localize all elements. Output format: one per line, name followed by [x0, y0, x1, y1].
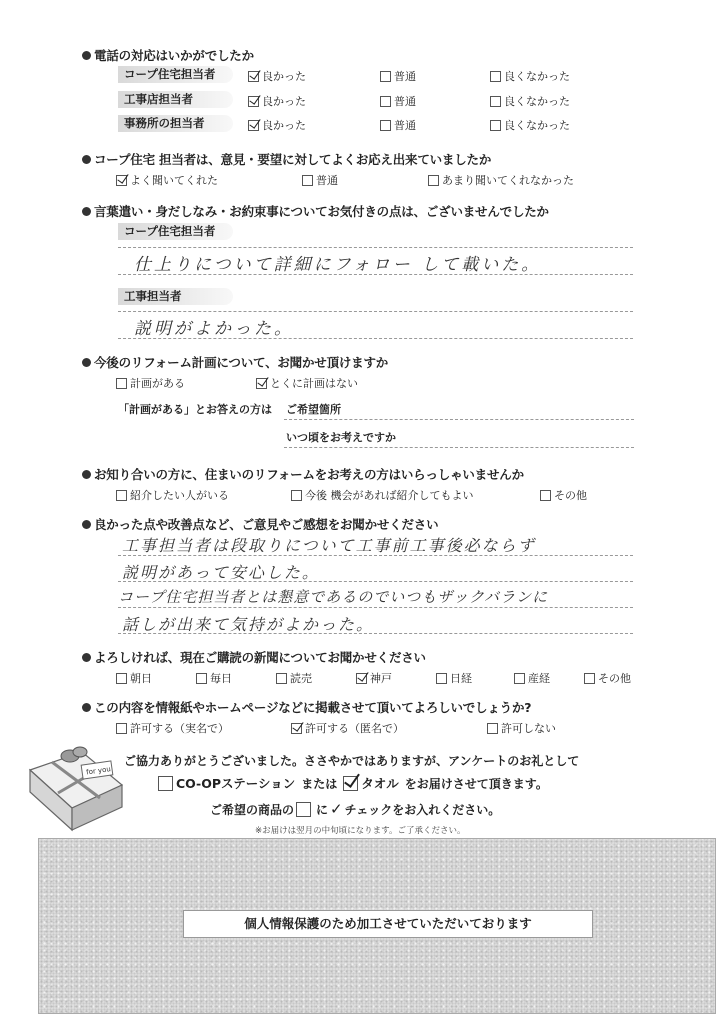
q1-row2-bad[interactable]: 良くなかった	[490, 93, 570, 109]
q1-row2-good[interactable]: 良かった	[248, 93, 306, 109]
timing-input-line[interactable]	[284, 447, 634, 448]
q5-option-3[interactable]: その他	[540, 487, 587, 503]
instruction-text-c: チェックをお入れください。	[344, 802, 501, 817]
location-input-line[interactable]	[284, 419, 634, 420]
checkbox[interactable]	[196, 673, 207, 684]
q7-title: よろしければ、現在ご購読の新聞についてお聞かせください	[82, 648, 426, 666]
privacy-notice: 個人情報保護のため加工させていただいております	[183, 910, 593, 938]
checkbox[interactable]	[380, 96, 391, 107]
q6-title: 良かった点や改善点など、ご意見やご感想をお聞かせください	[82, 515, 438, 533]
q7-option-kobe[interactable]: 神戸	[356, 670, 392, 686]
checkbox[interactable]	[248, 96, 259, 107]
q1-row2-label: 工事店担当者	[118, 91, 233, 108]
bullet-icon	[82, 653, 91, 662]
checkbox[interactable]	[584, 673, 595, 684]
q4-followup: 「計画がある」とお答えの方は	[118, 403, 272, 416]
q6-answer-line3[interactable]: コープ住宅担当者とは懇意であるのでいつもザックバランに	[118, 588, 549, 606]
q3-answer-coop[interactable]: 仕上りについて詳細にフォロー して載いた。	[134, 255, 542, 275]
checkmark-icon: ✓	[330, 800, 343, 818]
q1-row3-good[interactable]: 良かった	[248, 117, 306, 133]
instruction-text-a: ご希望の商品の	[210, 802, 295, 817]
q1-row1-label: コープ住宅担当者	[118, 66, 233, 83]
q1-row1-good[interactable]: 良かった	[248, 68, 306, 84]
checkbox[interactable]	[116, 723, 127, 734]
sample-checkbox-icon	[296, 802, 311, 817]
q4-title: 今後のリフォーム計画について、お聞かせ頂けますか	[82, 353, 388, 371]
checkbox[interactable]	[256, 378, 267, 389]
checkbox[interactable]	[343, 776, 358, 791]
q1-row3-normal[interactable]: 普通	[380, 117, 416, 133]
checkbox[interactable]	[436, 673, 447, 684]
q4-field-location: ご希望箇所	[286, 403, 341, 416]
gift-line-end: をお届けさせて頂きます。	[404, 776, 548, 791]
divider	[118, 247, 633, 248]
q4-field-timing: いつ頃をお考えですか	[286, 431, 396, 444]
q2-option-1[interactable]: よく聞いてくれた	[116, 172, 218, 188]
checkbox[interactable]	[490, 71, 501, 82]
checkbox[interactable]	[248, 71, 259, 82]
bullet-icon	[82, 207, 91, 216]
checkbox[interactable]	[490, 96, 501, 107]
q1-row2-normal[interactable]: 普通	[380, 93, 416, 109]
q7-option-other[interactable]: その他	[584, 670, 631, 686]
bullet-icon	[82, 155, 91, 164]
q3-label-coop: コープ住宅担当者	[118, 223, 233, 240]
q1-row1-normal[interactable]: 普通	[380, 68, 416, 84]
q7-option-mainichi[interactable]: 毎日	[196, 670, 232, 686]
bullet-icon	[82, 470, 91, 479]
q1-title: 電話の対応はいかがでしたか	[82, 46, 254, 64]
q6-answer-line1[interactable]: 工事担当者は段取りについて工事前工事後必ならず	[122, 536, 536, 555]
checkbox[interactable]	[514, 673, 525, 684]
divider	[118, 311, 633, 312]
q3-answer-construction[interactable]: 説明がよかった。	[134, 319, 294, 339]
q7-option-yomiuri[interactable]: 読売	[276, 670, 312, 686]
q7-option-nikkei[interactable]: 日経	[436, 670, 472, 686]
q5-option-1[interactable]: 紹介したい人がいる	[116, 487, 229, 503]
gift-box-icon	[22, 740, 132, 835]
divider	[118, 338, 633, 339]
q7-option-asahi[interactable]: 朝日	[116, 670, 152, 686]
q1-row1-bad[interactable]: 良くなかった	[490, 68, 570, 84]
q4-option-2[interactable]: とくに計画はない	[256, 375, 358, 391]
checkbox[interactable]	[540, 490, 551, 501]
q8-title: この内容を情報紙やホームページなどに掲載させて頂いてよろしいでしょうか?	[82, 698, 531, 716]
q8-option-realname[interactable]: 許可する（実名で）	[116, 720, 229, 736]
bullet-icon	[82, 358, 91, 367]
divider	[118, 607, 633, 608]
q2-option-2[interactable]: 普通	[302, 172, 338, 188]
checkbox[interactable]	[302, 175, 313, 186]
checkbox[interactable]	[380, 71, 391, 82]
gift-option-towel[interactable]: タオル	[343, 774, 399, 792]
instruction-text-b: に	[316, 802, 329, 817]
checkbox[interactable]	[428, 175, 439, 186]
gift-or: または	[301, 776, 338, 791]
gift-choice-row	[158, 774, 548, 792]
checkbox[interactable]	[116, 490, 127, 501]
checkbox[interactable]	[116, 175, 127, 186]
delivery-note: ※お届けは翌月の中旬頃になります。ご了承ください。	[255, 826, 466, 836]
q6-answer-line2[interactable]: 説明があって安心した。	[122, 563, 320, 582]
q7-option-sankei[interactable]: 産経	[514, 670, 550, 686]
checkbox[interactable]	[291, 723, 302, 734]
q3-title: 言葉遣い・身だしなみ・お約束事についてお気付きの点は、ございませんでしたか	[82, 202, 549, 220]
checkbox[interactable]	[490, 120, 501, 131]
checkbox[interactable]	[291, 490, 302, 501]
q5-title: お知り合いの方に、住まいのリフォームをお考えの方はいらっしゃいませんか	[82, 465, 524, 483]
q6-answer-line4[interactable]: 話しが出来て気持がよかった。	[122, 615, 375, 634]
checkbox[interactable]	[116, 673, 127, 684]
checkbox[interactable]	[276, 673, 287, 684]
checkbox[interactable]	[487, 723, 498, 734]
q5-option-2[interactable]: 今後 機会があれば紹介してもよい	[291, 487, 474, 503]
q2-title: コープ住宅 担当者は、意見・要望に対してよくお応え出来ていましたか	[82, 150, 491, 168]
instruction-row	[210, 800, 500, 818]
checkbox[interactable]	[356, 673, 367, 684]
bullet-icon	[82, 703, 91, 712]
checkbox[interactable]	[380, 120, 391, 131]
thanks-line1: ご協力ありがとうございました。ささやかではありますが、アンケートのお礼として	[124, 754, 580, 768]
q2-option-3[interactable]: あまり聞いてくれなかった	[428, 172, 574, 188]
q8-option-anonymous[interactable]: 許可する（匿名で）	[291, 720, 404, 736]
checkbox[interactable]	[248, 120, 259, 131]
bullet-icon	[82, 51, 91, 60]
q1-row3-label: 事務所の担当者	[118, 115, 233, 132]
checkbox[interactable]	[116, 378, 127, 389]
q1-row3-bad[interactable]: 良くなかった	[490, 117, 570, 133]
divider	[118, 274, 633, 275]
gift-tag: for you	[85, 765, 112, 777]
bullet-icon	[82, 520, 91, 529]
checkbox[interactable]	[158, 776, 173, 791]
q4-option-1[interactable]: 計画がある	[116, 375, 185, 391]
q8-option-deny[interactable]: 許可しない	[487, 720, 556, 736]
q3-label-construction: 工事担当者	[118, 288, 233, 305]
gift-option-coop[interactable]: CO-OPステーション	[158, 774, 295, 792]
